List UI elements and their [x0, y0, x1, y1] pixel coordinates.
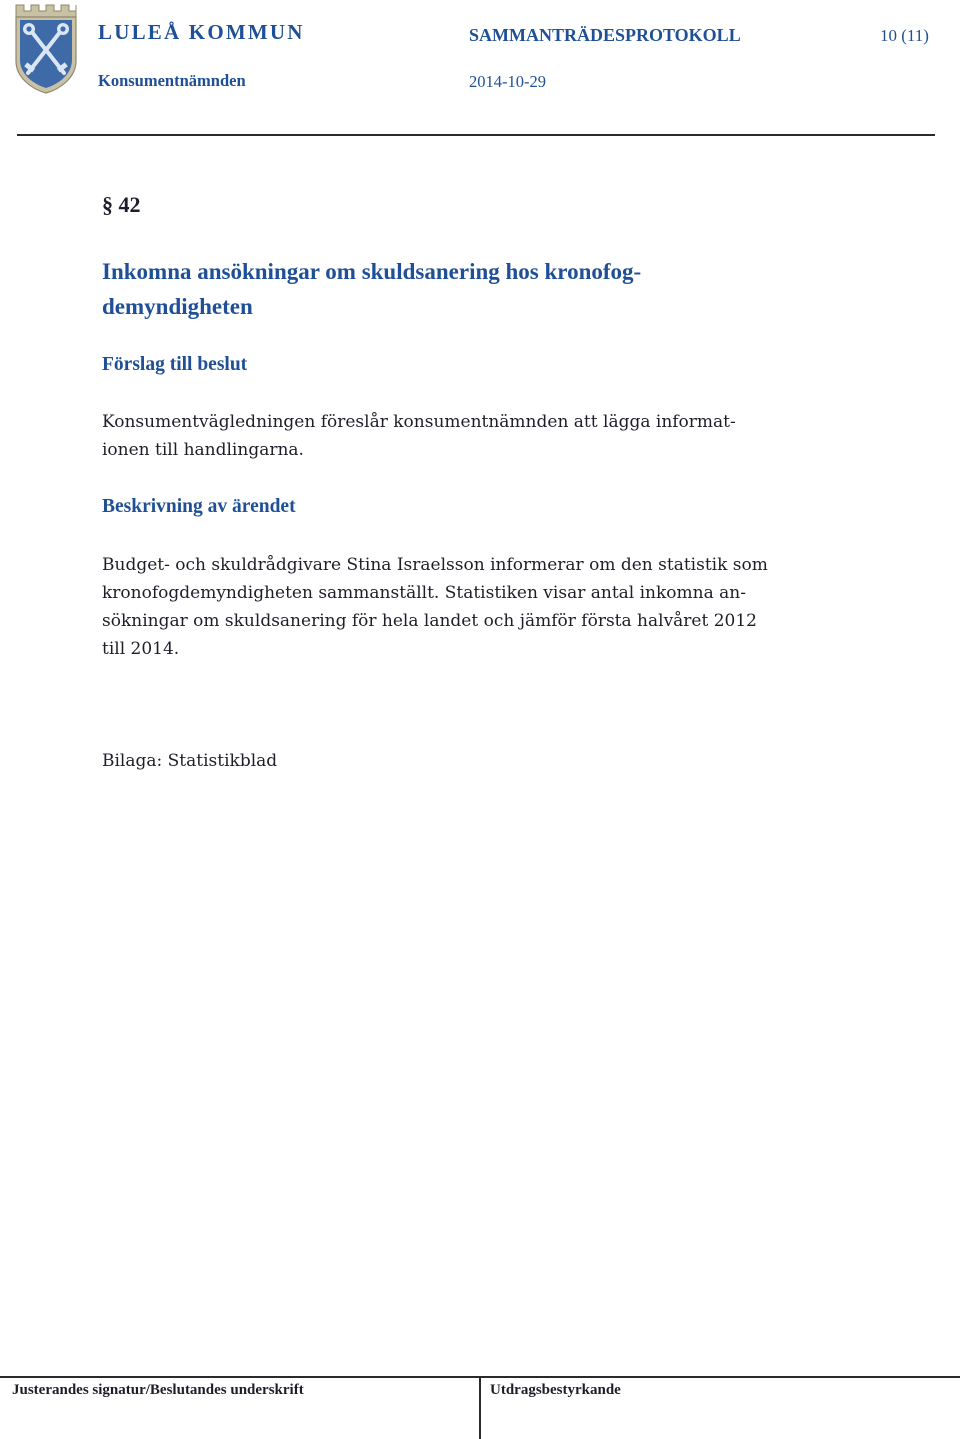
header-divider [17, 134, 935, 136]
proposal-line: Konsumentvägledningen föreslår konsumentnämnden att lägga informat- [102, 412, 736, 432]
page-number: 10 (11) [880, 26, 929, 45]
description-text [102, 551, 768, 663]
footer-column-divider [479, 1376, 481, 1439]
attachment-line: Bilaga: Statistikblad [102, 751, 278, 771]
section-title [102, 254, 822, 324]
description-line: sökningar om skuldsanering för hela landet och jämför första halvåret 2012 [102, 611, 757, 631]
proposal-text [102, 408, 736, 464]
attachment-note [102, 747, 277, 775]
committee-name: Konsumentnämnden [98, 71, 246, 90]
description-line: till 2014. [102, 639, 180, 659]
meeting-date: 2014-10-29 [469, 72, 546, 91]
section-title-line: demyndigheten [102, 294, 253, 319]
description-line: kronofogdemyndigheten sammanställt. Statistiken visar antal inkomna an- [102, 583, 746, 603]
section-number: § 42 [102, 192, 141, 217]
description-heading: Beskrivning av ärendet [102, 496, 296, 517]
proposal-heading: Förslag till beslut [102, 354, 248, 375]
description-line: Budget- och skuldrådgivare Stina Israelsson informerar om den statistik som [102, 555, 768, 575]
organization-name: LULEÅ KOMMUN [98, 20, 305, 44]
section-title-line: Inkomna ansökningar om skuldsanering hos kronofog- [102, 259, 642, 284]
signature-label: Justerandes signatur/Beslutandes underskrift [12, 1382, 304, 1398]
coat-of-arms-keys-icon [13, 3, 79, 95]
certification-label: Utdragsbestyrkande [490, 1382, 621, 1398]
proposal-line: ionen till handlingarna. [102, 440, 304, 460]
document-type: SAMMANTRÄDESPROTOKOLL [469, 25, 741, 45]
